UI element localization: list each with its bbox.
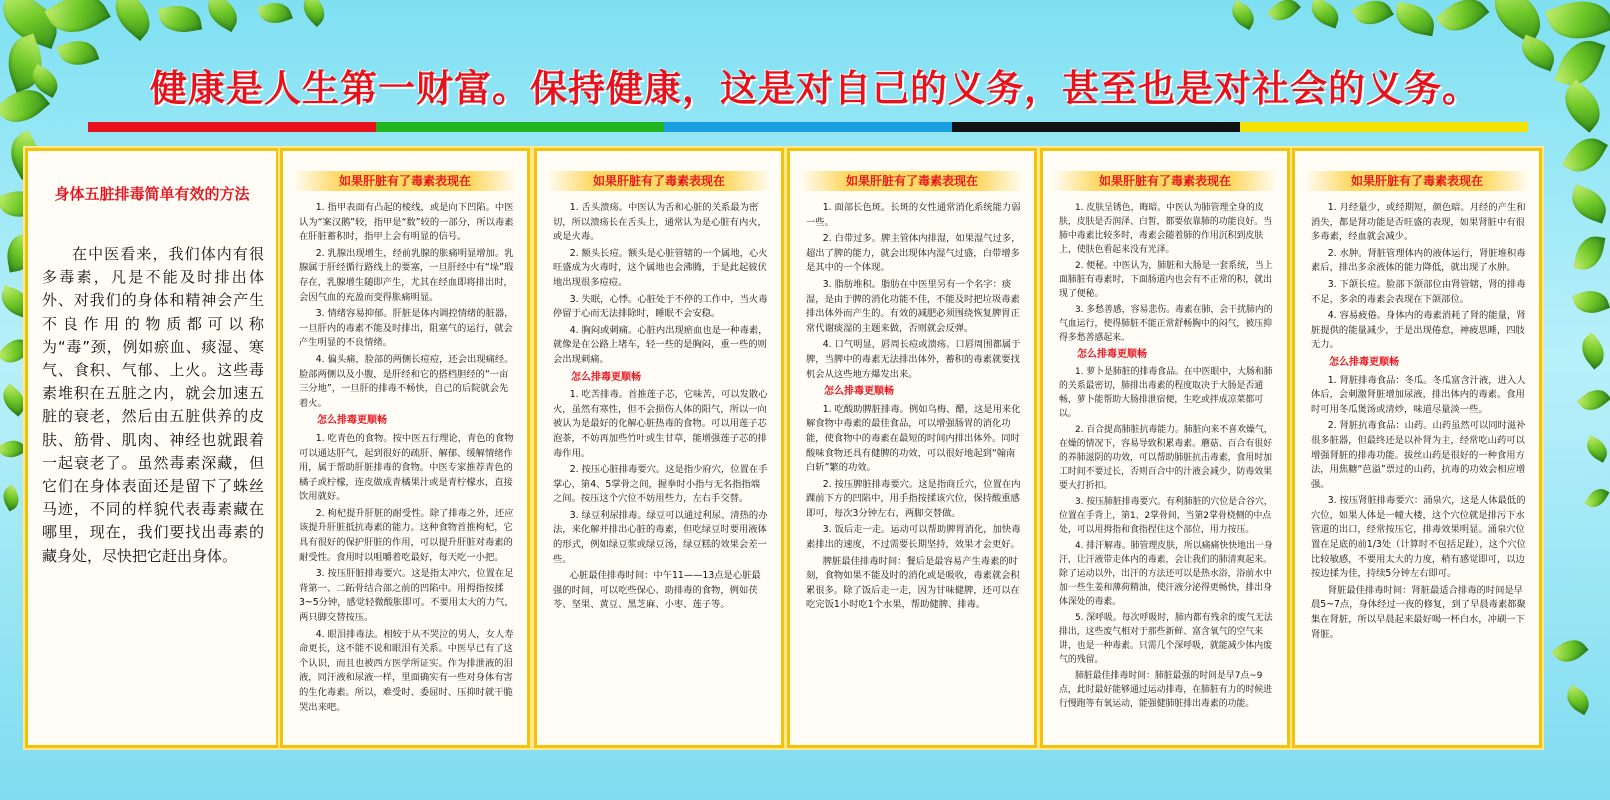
intro-panel — [25, 148, 279, 748]
subheading: 怎么排毒更顺畅 — [571, 371, 641, 383]
paragraph: 脾脏最佳排毒时间：餐后是最容易产生毒素的时刻，食物如果不能及时的消化或是吸收，毒素就会积累很多。除了饭后走一走，因为甘味健脾，还可以在吃完饭1小时吃1个水果，帮助健脾、排毒。 — [806, 555, 1020, 611]
panel-header: 如果肝脏有了毒素表现在 — [1053, 171, 1277, 191]
paragraph: 4. 容易疲倦。身体内的毒素消耗了肾的能量，肾脏提供的能量减少，于是出现倦怠，神疲思睡，四肢无力。 — [1311, 310, 1526, 351]
paragraph: 3. 饭后走一走。运动可以帮助脾胃消化，加快毒素排出的速度，不过需要长期坚持，效果才会更好。 — [806, 524, 1021, 551]
panel-body — [299, 201, 515, 735]
leaf-icon — [1566, 184, 1610, 223]
paragraph: 1. 月经量少，或经期短，颜色暗。月经的产生和消失，都是肾功能是否旺盛的表现，如果肾脏中有很多毒素，经血就会减少。 — [1311, 202, 1526, 243]
paragraph: 3. 情绪容易抑郁。肝脏是体内调控情绪的脏器，一旦肝内的毒素不能及时排出，阻塞气的运行，就会产生明显的不良情绪。 — [299, 308, 514, 349]
paragraph: 3. 多愁善感，容易悲伤。毒素在肺，会干扰肺内的气血运行，使得肺脏不能正常舒畅胸中的闷气，被压抑得多愁善感起来。 — [1059, 305, 1273, 343]
organ-panel — [787, 148, 1037, 748]
leaf-icon — [57, 35, 100, 72]
leaf-icon — [201, 0, 244, 32]
organ-panel — [280, 148, 530, 748]
leaf-icon — [1555, 79, 1610, 132]
paragraph: 1. 吃青色的食物。按中医五行理论，青色的食物可以通达肝气，起到很好的疏肝、解郁、缓解情绪作用，属于帮助肝脏排毒的食物。中医专家推荐青色的橘子或柠檬，连皮做成青橘果汁或是青柠檬水，直接饮用就好。 — [299, 432, 514, 503]
leaf-icon — [1267, 0, 1301, 27]
paragraph: 1. 吃苦排毒。首推莲子芯，它味苦，可以发散心火，虽然有寒性，但不会损伤人体的阳气，所以一向被认为是最好的化解心脏热毒的食物。可以用莲子芯泡茶，不妨再加些竹叶或生甘草，能增强莲子芯的排毒作用。 — [553, 389, 768, 459]
paragraph: 2. 额头长痘。额头是心脏管辖的一个属地，心火旺盛成为火毒时，这个属地也会沸腾，于是此起彼伏地出现很多痘痘。 — [553, 247, 768, 288]
paragraph: 2. 百合提高肺脏抗毒能力。肺脏向来不喜欢燥气，在燥的情况下，容易导致积累毒素。蘑菇、百合有很好的养肺滋阴的功效，可以帮助肺脏抗击毒素，食用时加工时间不要过长，否则百合中的汁液会减少，防毒效果要大打折扣。 — [1059, 425, 1273, 491]
intro-body: 在中医看来，我们体内有很多毒素，凡是不能及时排出体外、对我们的身体和精神会产生不良作用的物质都可以称为“毒”颈，例如瘀血、痰湿、寒气、食积、气郁、上火。这些毒素堆积在五脏之内，就会加速五脏的衰老，然后由五脏供养的皮肤、筋骨、肌肉、神经也就跟着一起衰老了。虽然毒素深藏，但它们在身体表面还是留下了蛛丝马迹，不同的样貌代表毒素藏在哪里，现在，我们要找出毒素的藏身处，尽快把它赶出身体。 — [42, 245, 264, 565]
paragraph: 2. 白带过多。脾主管体内排湿，如果湿气过多，超出了脾的能力，就会出现体内湿气过盛，白带增多是其中的一个体现。 — [806, 233, 1021, 274]
paragraph: 1. 面部长色斑。长斑的女性通常消化系统能力弱一些。 — [806, 202, 1021, 228]
paragraph: 心脏最佳排毒时间：中午11——13点是心脏最强的时间，可以吃些保心、助排毒的食物，例如茯苓、坚果、黄豆、黑芝麻、小枣、莲子等。 — [553, 570, 761, 611]
leaf-icon — [106, 0, 160, 41]
organ-panel — [1040, 148, 1290, 748]
leaf-icon — [297, 0, 331, 27]
paragraph: 4. 偏头痛，脸部的两侧长痘痘，还会出现痛经。脸部两侧以及小腹，是肝经和它的搭档胆经的“一亩三分地”，一旦肝的排毒不畅快，自己的后院就会先着火。 — [299, 353, 514, 409]
color-bar-segment — [1240, 122, 1528, 132]
panel-body — [1311, 201, 1527, 735]
color-bar-segment — [376, 122, 664, 132]
leaf-icon — [1393, 2, 1437, 37]
paragraph: 2. 按压心脏排毒要穴。这是指少府穴，位置在手掌心，第4、5掌骨之间，握拳时小指与无名指指端之间。按压这个穴位不妨用些力，左右手交替。 — [553, 464, 768, 505]
paragraph: 2. 便秘。中医认为，肺脏和大肠是一套系统，当上面肺脏有毒素时，下面肠道内也会有不正常的积，就出现了便秘。 — [1059, 261, 1273, 299]
paragraph: 3. 失眠，心悸。心脏处于不停的工作中，当火毒停留于心而无法排除时，睡眠不会安稳。 — [553, 293, 768, 320]
leaf-icon — [1227, 0, 1260, 30]
color-bar-segment — [952, 122, 1240, 132]
panel-body — [1059, 201, 1275, 735]
leaf-icon — [1562, 130, 1608, 180]
organ-panel — [534, 148, 784, 748]
leaf-icon — [1484, 0, 1551, 44]
paragraph: 5. 深呼吸。每次呼吸时，肺内都有残余的废气无法排出，这些废气相对于那些新鲜、富含氧气的空气来讲，也是一种毒素。只需几个深呼吸，就能减少体内废气的残留。 — [1059, 613, 1273, 665]
paragraph: 4. 排汗解毒。肺管理皮肤，所以痛痛快快地出一身汗，让汗液带走体内的毒素，会让我们的肺清爽起来。除了运动以外，出汗的方法还可以是热水浴，浴前水中加一些生姜和薄荷精油，使汗液分泌得更畅快，排出身体深处的毒素。 — [1059, 541, 1273, 607]
paragraph: 3. 按压肺脏排毒要穴。有利肺脏的穴位是合谷穴，位置在手背上，第1、2掌骨间，当第2掌骨桡侧的中点处，可以用拇指和食指捏住这个部位，用力按压。 — [1059, 497, 1273, 535]
paragraph: 4. 口气明显，唇周长痘或溃疡。口唇周围都属于脾，当脾中的毒素无法排出体外，蓄积的毒素就要找机会从这些地方爆发出来。 — [806, 339, 1021, 380]
panel-body — [806, 201, 1022, 735]
leaf-icon — [1436, 0, 1490, 41]
color-bar-segment — [664, 122, 952, 132]
leaf-icon — [0, 484, 23, 511]
paragraph: 3. 绿豆利尿排毒。绿豆可以通过利尿、清热的办法，来化解并排出心脏的毒素，但吃绿豆时要用液体的形式，例如绿豆浆或绿豆汤，绿豆糕的效果会差一些。 — [553, 509, 768, 565]
leaf-icon — [1575, 332, 1610, 369]
subheading: 怎么排毒更顺畅 — [824, 386, 894, 398]
paragraph: 4. 胸闷或刺痛。心脏内出现瘀血也是一种毒素，就像是在公路上堵车，轻一些的是胸闷，重一些的则会出现刺痛。 — [553, 324, 768, 365]
paragraph: 3. 脂肪堆积。脂肪在中医里另有一个名字：痰湿，是由于脾的消化功能不佳，不能及时把垃圾毒素排出体外而产生的。有效的减肥必须围绕恢复脾胃正常代谢痰湿的主题来做，否则就会反弹。 — [806, 278, 1020, 334]
intro-title: 身体五脏排毒简单有效的方法 — [54, 185, 250, 203]
paragraph: 3. 下颌长痘。脸部下颌部位由肾管辖，肾的排毒不足，多余的毒素会表现在下颌部位。 — [1311, 278, 1526, 305]
paragraph: 1. 皮肤呈锈色，晦暗。中医认为肺管理全身的皮肤，皮肤是否润泽、白皙，都要依靠肺的功能良好。当肺中毒素比较多时，毒素会随着肺的作用沉积到皮肤上，使肤色看起来没有光泽。 — [1059, 203, 1272, 255]
paragraph: 2. 乳腺出现增生，经前乳腺的胀痛明显增加。乳腺属于肝经循行路线上的要塞，一旦肝经中有“垛”瑕存在，乳腺增生随即产生，尤其在经血即将排出时，会因气血的充盈而变得胀痛明显。 — [299, 247, 514, 303]
subheading: 怎么排毒更顺畅 — [1329, 356, 1399, 368]
paragraph: 3. 按压肾脏排毒要穴：涌泉穴，这是人体最低的穴位，如果人体是一幢大楼，这个穴位就是排污下水管道的出口，经常按压它，排毒效果明显。涌泉穴位置在足底的前1/3处（计算时不包括足趾），这个穴位比较敏感，不要用太大的力度，稍有感觉即可，以边按边揉为佳，持续5分钟左右即可。 — [1311, 495, 1526, 580]
paragraph: 2. 枸杞提升肝脏的耐受性。除了排毒之外，还应该提升肝脏抵抗毒素的能力。这种食物首推枸杞，它具有很好的保护肝脏的作用，可以提升肝脏对毒素的耐受性。食用时以咀嚼着吃最好，每天吃一小把。 — [299, 507, 514, 563]
leaf-icon — [1585, 484, 1610, 511]
paragraph: 2. 按压脾脏排毒要穴。这是指商丘穴，位置在内踝前下方的凹陷中，用手指按揉该穴位，保持酸重感即可，每次3分钟左右，两脚交替做。 — [806, 478, 1021, 519]
paragraph: 1. 指甲表面有凸起的棱线，或是向下凹陷。中医认为“案汉鹅”较，指甲是“数”较的一部分，所以毒素在肝脏蓄积时，指甲上会有明显的信号。 — [299, 202, 514, 243]
panel-body — [553, 201, 769, 735]
leaf-icon — [1551, 633, 1588, 669]
subheading: 怎么排毒更顺畅 — [1077, 349, 1147, 360]
paragraph: 3. 按压肝脏排毒要穴。这是指太冲穴，位置在足背第一、二跖骨结合部之前的凹陷中。用拇指按揉3~5分钟，感觉轻微酸胀即可。不要用太大的力气，两只脚交替按压。 — [299, 568, 514, 624]
leaf-icon — [1572, 285, 1610, 318]
paragraph: 4. 眼泪排毒法。相较于从不哭泣的男人，女人寿命更长，这不能不说和眼泪有关系。中医早已有了这个认识，而且也被西方医学所证实。作为排泄液的泪液，同汗液和尿液一样，里面确实有一些对身体有害的生化毒素。所以，难受时、委屈时、压抑时就干脆哭出来吧。 — [299, 628, 514, 713]
paragraph: 1. 舌头溃疡。中医认为舌和心脏的关系最为密切，所以溃疡长在舌头上，通常认为是心脏有内火，或是火毒。 — [553, 202, 767, 243]
banner-title: 健康是人生第一财富。保持健康，这是对自己的义务，甚至也是对社会的义务。 — [150, 67, 1480, 110]
leaf-icon — [0, 435, 27, 463]
leaf-icon — [1307, 0, 1343, 28]
color-bar-segment — [88, 122, 376, 132]
paragraph: 1. 萝卜是肺脏的排毒食品。在中医眼中，大肠和肺的关系最密切，肺排出毒素的程度取决于大肠是否通畅，萝卜能帮助大肠排泄宿便，生吃或拌成凉菜都可以。 — [1059, 367, 1273, 419]
leaf-icon — [1577, 383, 1610, 416]
paragraph: 肺脏最佳排毒时间：肺脏最强的时间是早7点~9点，此时最好能够通过运动排毒，在肺脏有力的时候进行慢跑等有氧运动，能强健肺脏排出毒素的功能。 — [1059, 671, 1272, 709]
panel-header: 如果肝脏有了毒素表现在 — [800, 171, 1024, 191]
leaf-icon — [1545, 0, 1610, 49]
leaf-icon — [158, 2, 202, 37]
subheading: 怎么排毒更顺畅 — [317, 415, 387, 427]
panel-header: 如果肝脏有了毒素表现在 — [1305, 171, 1529, 191]
panel-header: 如果肝脏有了毒素表现在 — [547, 171, 771, 191]
leaf-icon — [1582, 435, 1610, 463]
paragraph: 1. 肾脏排毒食品：冬瓜。冬瓜富含汁液，进入人体后，会刺激肾脏增加尿液，排出体内的毒素。食用时可用冬瓜煲汤或清炒，味道尽量淡一些。 — [1311, 374, 1526, 415]
paragraph: 肾脏最佳排毒时间：肾脏最适合排毒的时间是早晨5~7点，身体经过一夜的修复，到了早晨毒素都聚集在肾脏，所以早晨起来最好喝一杯白水，冲刷一下肾脏。 — [1311, 584, 1526, 640]
leaf-icon — [1562, 685, 1595, 715]
leaf-icon — [1351, 0, 1394, 32]
color-bar — [88, 122, 1528, 132]
leaf-icon — [1574, 234, 1606, 273]
paragraph: 2. 肾脏抗毒食品：山药。山药虽然可以同时滋补很多脏器，但最终还是以补肾为主，经常吃山药可以增强肾脏的排毒功能。拔丝山药是很好的一种食用方法，用焦糖“芭溢”票过的山药，抗毒的功效会相应增强。 — [1311, 420, 1526, 490]
organ-panel — [1292, 148, 1542, 748]
paragraph: 2. 水肿。肾脏管理体内的液体运行，肾脏堆积毒素后，排出多余液体的能力降低，就出现了水肿。 — [1311, 247, 1526, 274]
panel-header: 如果肝脏有了毒素表现在 — [293, 171, 517, 191]
paragraph: 1. 吃酸助脾脏排毒。例如乌梅、醋，这是用来化解食物中毒素的最佳食品，可以增强肠胃的消化功能，使食物中的毒素在最短的时间内排出体外。同时酸味食物还具有健脾的功效，可以很好地起到“翰南白斩”繁的功效。 — [806, 403, 1021, 474]
leaf-icon — [257, 0, 293, 28]
